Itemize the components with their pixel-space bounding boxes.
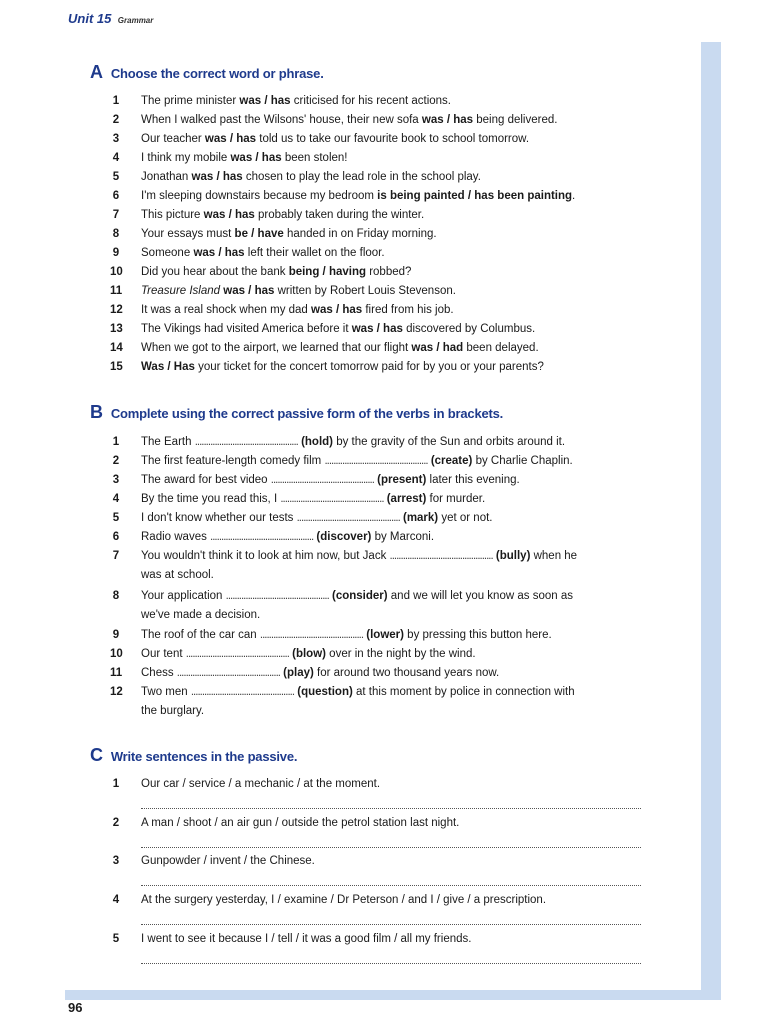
text-continuation: was at school.	[141, 569, 214, 581]
item-number: 5	[112, 933, 120, 945]
item-number: 8	[112, 228, 120, 240]
answer-gap[interactable]: ...............................................	[194, 436, 298, 448]
prompt-text: Gunpowder / invent / the Chinese.	[141, 855, 315, 867]
item-text	[141, 149, 666, 168]
item-number: 9	[112, 629, 120, 641]
text-segment: Someone	[141, 247, 194, 259]
text-segment: been stolen!	[281, 152, 348, 164]
text-segment: Our teacher	[141, 133, 205, 145]
answer-line[interactable]	[141, 923, 641, 925]
text-segment: The roof of the car can	[141, 629, 260, 641]
verb-prompt: (blow)	[292, 648, 326, 660]
text-segment: I'm sleeping downstairs because my bedroom	[141, 190, 378, 202]
text-segment: over in the night by the wind.	[325, 648, 476, 660]
page-header	[68, 10, 153, 28]
text-segment: yet or not.	[438, 512, 493, 524]
section-label: Grammar	[117, 16, 154, 25]
verb-prompt: (hold)	[301, 436, 334, 448]
item-text	[141, 92, 666, 111]
answer-choice: was / has	[223, 285, 275, 297]
text-segment: your ticket for the concert tomorrow paid for by you or your parents?	[194, 361, 544, 373]
exercise-c-title: C Write sentences in the passive.	[90, 745, 298, 765]
item-number: 6	[112, 190, 120, 202]
text-segment: when he	[530, 550, 578, 562]
item-text	[141, 891, 666, 910]
text-segment: by the gravity of the Sun and orbits around it.	[333, 436, 566, 448]
answer-gap[interactable]: ...............................................	[324, 455, 428, 467]
text-segment: The first feature-length comedy film	[141, 455, 325, 467]
item-number: 1	[112, 778, 120, 790]
item-number: 10	[110, 648, 123, 660]
item-text	[141, 587, 666, 625]
text-segment: Your essays must	[141, 228, 235, 240]
item-text	[141, 509, 666, 528]
text-segment: robbed?	[366, 266, 412, 278]
verb-prompt: (bully)	[495, 550, 531, 562]
item-number: 4	[112, 894, 120, 906]
verb-prompt: (question)	[297, 686, 353, 698]
text-segment: Did you hear about the bank	[141, 266, 289, 278]
item-number: 7	[112, 209, 120, 221]
verb-prompt: (play)	[283, 667, 314, 679]
answer-choice: was / has	[191, 171, 243, 183]
text-segment: Two men	[141, 686, 191, 698]
item-number: 12	[110, 304, 123, 316]
item-number: 3	[112, 855, 120, 867]
text-segment: Jonathan	[141, 171, 192, 183]
item-text	[141, 206, 666, 225]
exercise-a-title: A Choose the correct word or phrase.	[90, 62, 324, 82]
text-segment: being delivered.	[473, 114, 558, 126]
verb-prompt: (discover)	[316, 531, 372, 543]
item-text	[141, 452, 666, 471]
text-segment: been delayed.	[463, 342, 539, 354]
text-segment: I don't know whether our tests	[141, 512, 297, 524]
text-segment: by Marconi.	[371, 531, 435, 543]
answer-choice: is being painted / has been painting	[377, 190, 573, 202]
item-number: 11	[110, 667, 123, 679]
item-text	[141, 130, 666, 149]
item-text	[141, 282, 666, 301]
item-number: 4	[112, 152, 120, 164]
item-number: 2	[112, 114, 120, 126]
answer-gap[interactable]: ...............................................	[176, 667, 280, 679]
text-segment: Chess	[141, 667, 177, 679]
item-number: 3	[112, 133, 120, 145]
item-text	[141, 852, 666, 871]
text-segment: The award for best video	[141, 474, 271, 486]
book-title: Treasure Island	[141, 285, 221, 297]
verb-prompt: (consider)	[332, 590, 388, 602]
text-segment: You wouldn't think it to look at him now, but Jack	[141, 550, 390, 562]
text-segment: by Charlie Chaplin.	[472, 455, 573, 467]
item-text	[141, 433, 666, 452]
item-number: 15	[110, 361, 123, 373]
answer-choice: was / has	[203, 209, 255, 221]
item-text	[141, 528, 666, 547]
answer-line[interactable]	[141, 884, 641, 886]
item-number: 8	[112, 590, 120, 602]
prompt-text: A man / shoot / an air gun / outside the petrol station last night.	[141, 817, 460, 829]
text-segment: The Earth	[141, 436, 195, 448]
prompt-text: At the surgery yesterday, I / examine / Dr Peterson / and I / give / a prescription.	[141, 894, 547, 906]
unit-label: Unit 15	[68, 11, 112, 26]
text-segment: The Vikings had visited America before it	[141, 323, 352, 335]
item-text	[141, 244, 666, 263]
answer-choice: was / has	[193, 247, 245, 259]
answer-choice: was / has	[204, 133, 257, 145]
item-number: 5	[112, 171, 120, 183]
text-segment: discovered by Columbus.	[402, 323, 536, 335]
text-segment: criticised for his recent actions.	[290, 95, 451, 107]
answer-gap[interactable]: ...............................................	[296, 512, 400, 524]
item-text	[141, 187, 666, 206]
item-text	[141, 225, 666, 244]
verb-prompt: (arrest)	[386, 493, 427, 505]
answer-gap[interactable]: ...............................................	[190, 686, 295, 698]
item-text	[141, 814, 666, 833]
item-text	[141, 664, 666, 683]
answer-gap[interactable]: ...............................................	[259, 629, 364, 641]
item-text	[141, 358, 666, 377]
text-segment: chosen to play the lead role in the school play.	[242, 171, 481, 183]
item-number: 6	[112, 531, 120, 543]
answer-choice: was / has	[351, 323, 403, 335]
item-text	[141, 339, 666, 358]
item-text	[141, 263, 666, 282]
answer-choice: was / has	[239, 95, 291, 107]
text-segment: This picture	[141, 209, 204, 221]
item-text	[141, 547, 666, 585]
text-segment: and we will let you know as soon as	[387, 590, 573, 602]
text-segment: probably taken during the winter.	[254, 209, 425, 221]
text-segment: for around two thousand years now.	[313, 667, 500, 679]
verb-prompt: (present)	[377, 474, 427, 486]
exercise-b-title: B Complete using the correct passive form of the verbs in brackets.	[90, 402, 504, 422]
prompt-text: Our car / service / a mechanic / at the moment.	[141, 778, 381, 790]
answer-gap[interactable]: ...............................................	[280, 493, 384, 505]
answer-line[interactable]	[141, 846, 641, 848]
item-text	[141, 471, 666, 490]
text-segment: By the time you read this, I	[141, 493, 281, 505]
text-segment: for murder.	[426, 493, 486, 505]
answer-gap[interactable]: ...............................................	[210, 531, 314, 543]
text-segment: When we got to the airport, we learned that our flight	[141, 342, 412, 354]
page-number: 96	[68, 1000, 83, 1015]
item-text	[141, 111, 666, 130]
item-number: 10	[110, 266, 123, 278]
answer-choice: was / has	[311, 304, 363, 316]
item-number: 12	[110, 686, 123, 698]
answer-gap[interactable]: ...............................................	[185, 648, 289, 660]
answer-gap[interactable]: ...............................................	[225, 590, 329, 602]
text-segment: .	[572, 190, 576, 202]
answer-line[interactable]	[141, 807, 641, 809]
text-segment: The prime minister	[141, 95, 240, 107]
answer-gap[interactable]: ...............................................	[389, 550, 493, 562]
verb-prompt: (lower)	[366, 629, 404, 641]
item-text	[141, 930, 666, 949]
text-segment: handed in on Friday morning.	[283, 228, 437, 240]
item-number: 1	[112, 95, 120, 107]
verb-prompt: (create)	[430, 455, 473, 467]
text-segment: left their wallet on the floor.	[244, 247, 385, 259]
item-text	[141, 645, 666, 664]
answer-choice: was / had	[411, 342, 464, 354]
text-segment: fired from his job.	[362, 304, 454, 316]
answer-choice: was / has	[230, 152, 282, 164]
text-segment: Our tent	[141, 648, 186, 660]
item-text	[141, 168, 666, 187]
item-number: 2	[112, 817, 120, 829]
text-segment: at this moment by police in connection with	[352, 686, 575, 698]
item-number: 14	[110, 342, 123, 354]
answer-line[interactable]	[141, 962, 641, 964]
text-continuation: we've made a decision.	[141, 609, 261, 621]
item-number: 13	[110, 323, 123, 335]
item-text	[141, 490, 666, 509]
answer-choice: be / have	[234, 228, 284, 240]
item-number: 1	[112, 436, 120, 448]
answer-choice: was / has	[421, 114, 474, 126]
text-continuation: the burglary.	[141, 705, 205, 717]
item-number: 3	[112, 474, 120, 486]
item-number: 9	[112, 247, 120, 259]
text-segment: told us to take our favourite book to school tomorrow.	[256, 133, 530, 145]
text-segment: I think my mobile	[141, 152, 231, 164]
text-segment: by pressing this button here.	[403, 629, 552, 641]
item-text	[141, 775, 666, 794]
answer-choice: Was / Has	[141, 361, 195, 373]
answer-choice: being / having	[288, 266, 366, 278]
item-number: 4	[112, 493, 120, 505]
text-segment: Your application	[141, 590, 226, 602]
text-segment: When I walked past the Wilsons' house, their new sofa	[141, 114, 422, 126]
item-text	[141, 683, 666, 721]
text-segment: written by Robert Louis Stevenson.	[274, 285, 456, 297]
item-number: 5	[112, 512, 120, 524]
text-segment: It was a real shock when my dad	[141, 304, 312, 316]
prompt-text: I went to see it because I / tell / it was a good film / all my friends.	[141, 933, 472, 945]
verb-prompt: (mark)	[402, 512, 439, 524]
text-segment: later this evening.	[426, 474, 520, 486]
item-text	[141, 301, 666, 320]
text-segment: Radio waves	[141, 531, 211, 543]
answer-gap[interactable]: ...............................................	[270, 474, 374, 486]
item-number: 2	[112, 455, 120, 467]
item-text	[141, 626, 666, 645]
item-number: 7	[112, 550, 120, 562]
item-number: 11	[110, 285, 123, 297]
item-text	[141, 320, 666, 339]
